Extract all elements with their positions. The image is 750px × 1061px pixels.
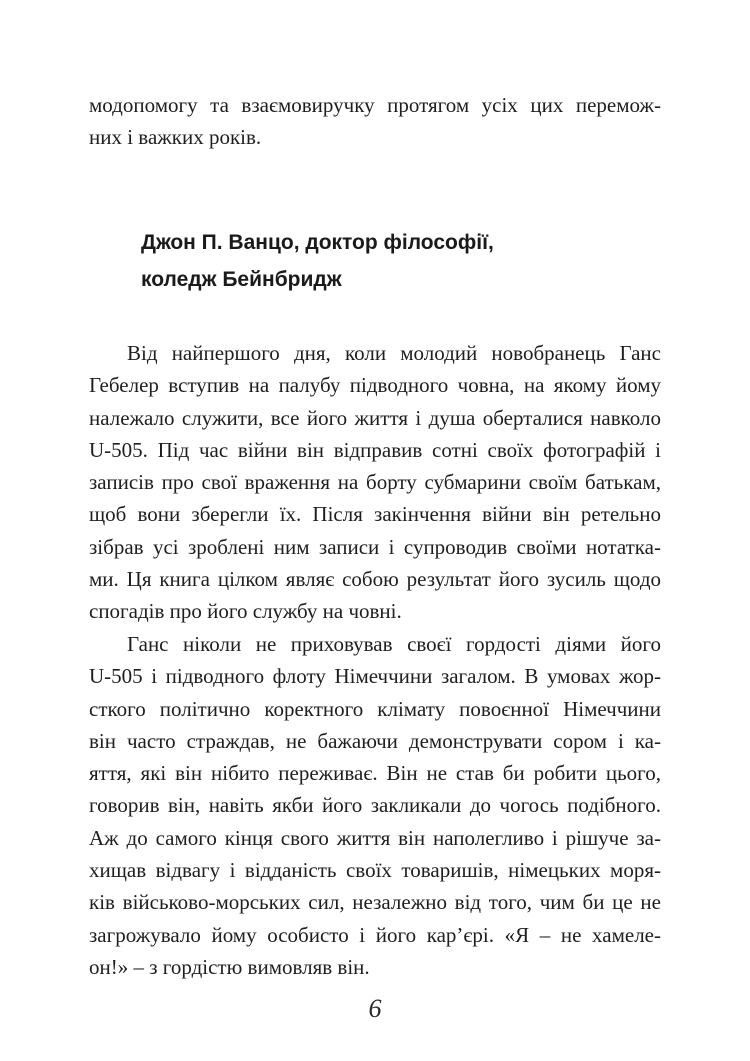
text-line: щоб вони зберегли їх. Після закінчення війни він ретельно [89,502,661,527]
page-number: 6 [368,994,382,1023]
text-line: він часто страждав, не бажаючи демонструвати сором і ка- [89,728,661,753]
text-line: Гебелер вступив на палубу підводного човна, на якому йому [89,373,661,398]
text-line: спогадів про його службу на човні. [89,599,402,624]
text-line: ми. Ця книга цілком являє собою результат його зусиль щодо [89,567,661,592]
text-line: зібрав усі зроблені ним записи і супроводив своїми нотатка- [89,534,661,559]
text-line: говорив він, навіть якби його закликали до чогось подібного. [89,793,661,818]
text-line: хищав відвагу і відданість своїх товаришів, німецьких моря- [89,858,661,883]
text-line: загрожувало йому особисто і його кар’єрі. «Я – не хамеле- [89,922,661,947]
text-line: Від найпершого дня, коли молодий новобранець Ганс [127,341,661,365]
paragraph-2 [89,628,661,983]
text-line: записів про свої враження на борту субмарини своїм батькам, [89,470,661,495]
text-line: U-505 і підводного флоту Німеччини загалом. В умовах жор- [89,664,661,689]
text-line: належало служити, все його життя і душа оберталися навколо [89,405,661,430]
section-heading [141,224,494,298]
text-line: U-505. Під час війни він відправив сотні своїх фотографій і [89,437,661,462]
text-line: сткого політично коректного клімату повоєнної Німеччини [89,696,661,721]
text-line: Аж до самого кінця свого життя він наполегливо і рішуче за- [89,825,661,850]
text-line: он!» – з гордістю вимовляв він. [89,954,370,979]
continued-paragraph [89,89,661,154]
heading-institution-line: коледж Бейнбридж [141,268,342,291]
text-line: модопомогу та взаємовиручку протягом усіх цих перемож- [89,93,661,117]
text-line: ків військово-морських сил, незалежно від того, чим би це не [89,890,661,915]
text-line: Ганс ніколи не приховував своєї гордості діями його [127,632,661,656]
paragraph-1 [89,337,661,628]
text-line: них і важких років. [89,125,262,150]
text-line: яття, які він нібито переживає. Він не став би робити цього, [89,761,661,786]
heading-author-line: Джон П. Ванцо, доктор філософії, [141,231,494,254]
